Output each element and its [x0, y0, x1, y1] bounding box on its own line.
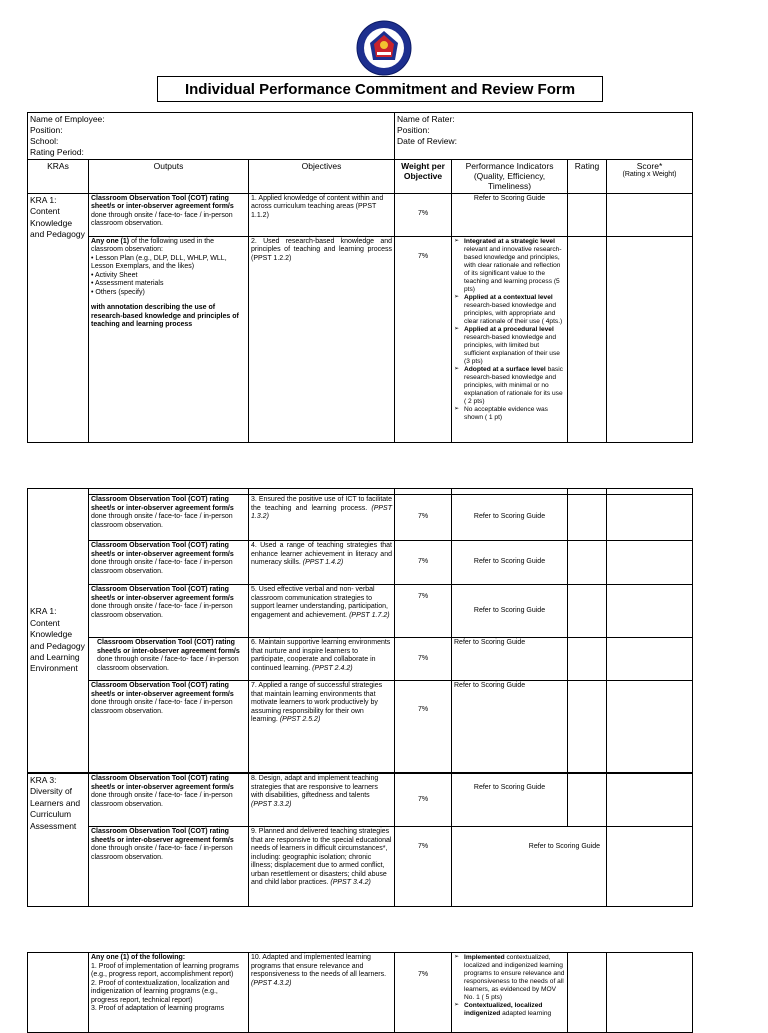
weight-cell: 7% — [395, 193, 452, 236]
kra-label: KRA 3: Diversity of Learners and Curriculum Assessment — [28, 774, 89, 907]
rating-cell — [568, 681, 607, 773]
ipcrf-table-page3 — [27, 952, 693, 1033]
table-row — [28, 193, 693, 236]
col-rating: Rating — [568, 159, 607, 193]
objective-cell: 10. Adapted and implemented learning programs that ensure relevance and responsiveness to the needs of all learners. (PPST 4.3.2) — [249, 953, 395, 1033]
output-cell — [89, 193, 249, 236]
any-one-heading: Any one (1) of the following: — [91, 954, 186, 961]
list-item: ➢ Applied at a contextual level research-based knowledge and principles, with appropriate and clear rationale of their use ( 4pts.) — [454, 294, 565, 326]
output-cell: Classroom Observation Tool (COT) rating sheet/s or inter-observer agreement form/s done through onsite / face-to- face / in-person classroom observation. — [89, 827, 249, 907]
indicator-cell: Refer to Scoring Guide — [452, 193, 568, 236]
rating-cell — [568, 193, 607, 236]
school-label: School: — [30, 135, 59, 146]
score-cell — [607, 585, 693, 638]
rating-cell — [568, 585, 607, 638]
indicator-cell: Refer to Scoring Guide — [452, 774, 568, 827]
indicator-list — [454, 954, 565, 1018]
table-row — [28, 953, 693, 1033]
score-cell — [607, 774, 693, 827]
kra-label: KRA 1: Content Knowledge and Pedagogy — [28, 193, 89, 442]
list-item: ➢ No acceptable evidence was shown ( 1 pt) — [454, 406, 565, 422]
objective-cell: 1. Applied knowledge of content within and across curriculum teaching areas (PPST 1.1.2) — [249, 193, 395, 236]
col-weight: Weight per Objective — [395, 159, 452, 193]
list-item: • Others (specify) — [91, 288, 145, 296]
indicator-cell — [452, 236, 568, 442]
list-item: • Lesson Plan (e.g., DLP, DLL, WHLP, WLL, Lesson Exemplars, and the likes) — [91, 254, 227, 271]
rater-label: Name of Rater: — [397, 114, 455, 124]
list-item: ➢ Implemented contextualized, localized and indigenized learning programs to ensure relevance and responsiveness to the needs of all learners, as evidenced by MOV No. 1 ( 5 pts) — [454, 954, 565, 1002]
rating-period-label: Rating Period: — [30, 146, 84, 157]
ipcrf-table-page2-kra3 — [27, 773, 693, 907]
objective-cell: 4. Used a range of teaching strategies that enhance learner achievement in literacy and numeracy skills. (PPST 1.4.2) — [249, 541, 395, 585]
list-item: • Activity Sheet — [91, 271, 138, 279]
objective-cell: 9. Planned and delivered teaching strategies that are responsive to the special educational needs of learners in difficult circumstances*, including: geographic isolation; chronic illness; displacement due to armed conflict, urban resettlement or disasters; child abuse and child labor practices. (PPST 3.4.2) — [249, 827, 395, 907]
output-cell: Classroom Observation Tool (COT) rating sheet/s or inter-observer agreement form/s done through onsite / face-to- face / in-person classroom observation. — [89, 585, 249, 638]
output-cell: Classroom Observation Tool (COT) rating sheet/s or inter-observer agreement form/s done through onsite / face-to- face / in-person classroom observation. — [89, 638, 249, 681]
score-cell — [607, 953, 693, 1033]
indicator-cell: Refer to Scoring Guide — [452, 585, 568, 638]
score-cell — [607, 193, 693, 236]
table-row — [28, 236, 693, 442]
col-objectives: Objectives — [249, 159, 395, 193]
col-score — [607, 159, 693, 193]
ipcrf-table-page1 — [27, 112, 693, 443]
output-cell — [89, 236, 249, 442]
list-item: ➢ Adopted at a surface level basic research-based knowledge and principles, with minimal or no explanation of rationale for its use ( 2 pts) — [454, 366, 565, 406]
list-item: • Assessment materials — [91, 280, 164, 288]
form-title: Individual Performance Commitment and Review Form — [157, 76, 603, 102]
weight-cell: 7% — [395, 953, 452, 1033]
kra-label: KRA 1: Content Knowledge and Pedagogy and Learning Environment — [28, 489, 89, 773]
list-item: 3. Proof of adaptation of learning programs — [91, 1005, 225, 1013]
objective-cell: 3. Ensured the positive use of ICT to facilitate the teaching and learning process. (PPST 1.3.2) — [249, 495, 395, 541]
weight-cell: 7% — [395, 774, 452, 827]
kra-cell — [28, 953, 89, 1033]
header-row — [28, 159, 693, 193]
indicator-cell: Refer to Scoring Guide — [452, 495, 568, 541]
rating-cell — [568, 495, 607, 541]
table-row — [28, 585, 693, 638]
weight-cell: 7% — [395, 638, 452, 681]
table-row — [28, 541, 693, 585]
indicator-cell: Refer to Scoring Guide — [452, 541, 568, 585]
score-cell — [607, 495, 693, 541]
employee-info-cell — [28, 113, 395, 160]
position-label: Position: — [30, 124, 63, 135]
table-row — [28, 774, 693, 827]
table-row — [28, 827, 693, 907]
score-cell — [607, 541, 693, 585]
output-cell: Classroom Observation Tool (COT) rating sheet/s or inter-observer agreement form/s done through onsite / face-to- face / in-person classroom observation. — [89, 541, 249, 585]
score-cell — [607, 638, 693, 681]
any-one-bold: Any one (1) — [91, 237, 130, 245]
list-item: ➢ Contextualized, localized indigenized adapted learning — [454, 1002, 565, 1018]
ipcrf-table-page2 — [27, 488, 693, 773]
objective-cell: 6. Maintain supportive learning environments that nurture and inspire learners to participate, cooperate and collaborate in continued learning. (PPST 2.4.2) — [249, 638, 395, 681]
score-label: Score* — [636, 160, 663, 171]
list-item: 1. Proof of implementation of learning programs (e.g., progress report, accomplishment report) — [91, 962, 239, 979]
table-row — [28, 495, 693, 541]
weight-cell: 7% — [395, 585, 452, 638]
score-cell — [607, 236, 693, 442]
table-row — [28, 638, 693, 681]
any-one-rest: of the following used in the classroom observation: — [91, 237, 214, 254]
output-cell: Classroom Observation Tool (COT) rating sheet/s or inter-observer agreement form/s done through onsite / face-to- face / in-person classroom observation. — [89, 495, 249, 541]
cot-bold: Classroom Observation Tool (COT) rating sheet/s or inter-observer agreement form/s — [91, 194, 234, 211]
weight-cell: 7% — [395, 681, 452, 773]
indicator-cell — [452, 953, 568, 1033]
score-cell — [607, 827, 693, 907]
rater-info-cell — [395, 113, 693, 160]
annotation-text: with annotation describing the use of research-based knowledge and principles of teaching and learning process — [91, 304, 239, 329]
weight-cell: 7% — [395, 541, 452, 585]
rating-cell — [568, 236, 607, 442]
objective-cell: 2. Used research-based knowledge and principles of teaching and learning process (PPST 1.2.2) — [249, 236, 395, 442]
info-row — [28, 113, 693, 160]
col-kras: KRAs — [28, 159, 89, 193]
col-indicators: Performance Indicators (Quality, Efficiency, Timeliness) — [452, 159, 568, 193]
table-row — [28, 681, 693, 773]
rating-cell — [568, 638, 607, 681]
objective-cell: 5. Used effective verbal and non- verbal classroom communication strategies to support learner understanding, participation, engagement and achievement. (PPST 1.7.2) — [249, 585, 395, 638]
rating-cell — [568, 541, 607, 585]
indicator-cell: Refer to Scoring Guide — [452, 638, 568, 681]
weight-cell: 7% — [395, 236, 452, 442]
score-sublabel: (Rating x Weight) — [622, 170, 677, 178]
indicator-cell: Refer to Scoring Guide — [452, 681, 568, 773]
rater-position-label: Position: — [397, 124, 430, 135]
cot-rest: done through onsite / face-to- face / in-person classroom observation. — [91, 211, 233, 228]
list-item: ➢ Applied at a procedural level research-based knowledge and principles, with limited but sufficient explanation of their use (3 pts) — [454, 326, 565, 366]
weight-cell: 7% — [395, 495, 452, 541]
col-outputs: Outputs — [89, 159, 249, 193]
output-cell — [89, 953, 249, 1033]
objective-cell: 8. Design, adapt and implement teaching strategies that are responsive to learners with disabilities, giftedness and talents (PPST 3.3.2) — [249, 774, 395, 827]
weight-cell: 7% — [395, 827, 452, 907]
employee-label: Name of Employee: — [30, 114, 105, 124]
rating-cell — [568, 774, 607, 827]
output-cell: Classroom Observation Tool (COT) rating sheet/s or inter-observer agreement form/s done through onsite / face-to- face / in-person classroom observation. — [89, 681, 249, 773]
output-cell: Classroom Observation Tool (COT) rating sheet/s or inter-observer agreement form/s done through onsite / face-to- face / in-person classroom observation. — [89, 774, 249, 827]
score-cell — [607, 681, 693, 773]
rating-cell — [568, 953, 607, 1033]
objective-cell: 7. Applied a range of successful strategies that maintain learning environments that motivate learners to work productively by assuming responsibility for their own learning. (PPST 2.5.2) — [249, 681, 395, 773]
list-item: 2. Proof of contextualization, localization and indigenization of learning programs (e.g., progress report, technical report) — [91, 979, 230, 1004]
indicator-list — [454, 238, 565, 423]
list-item: ➢ Integrated at a strategic level relevant and innovative research-based knowledge and principles, with clear rationale and reflection of its significant value to the teaching and learning process (5 pts) — [454, 238, 565, 294]
indicator-cell: Refer to Scoring Guide — [452, 827, 607, 907]
deped-seal-logo — [346, 20, 422, 76]
date-review-label: Date of Review: — [397, 135, 458, 146]
